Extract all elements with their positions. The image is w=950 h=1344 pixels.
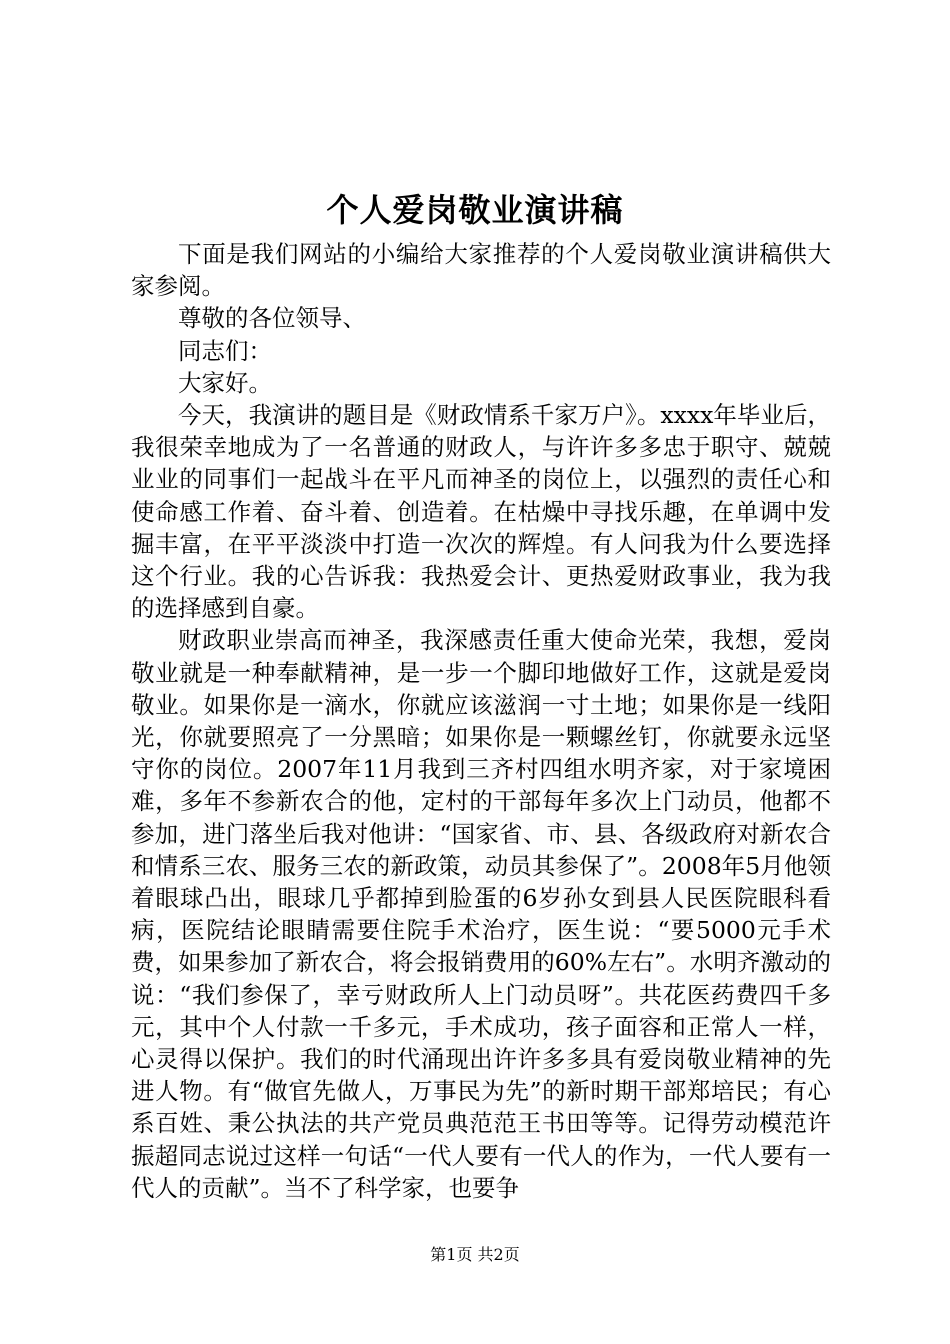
page-number-footer: 第1页 共2页 <box>430 1245 520 1264</box>
paragraph-greeting: 大家好。 <box>178 368 272 397</box>
paragraph-salutation-leaders: 尊敬的各位领导、 <box>178 304 366 333</box>
document-body <box>131 238 831 1204</box>
paragraph-salutation-comrades: 同志们： <box>178 336 272 365</box>
paragraph-topic: 今天，我演讲的题目是《财政情系千家万户》。xxxx年毕业后，我很荣幸地成为了一名普通的财政人，与许许多多忠于职守、兢兢业业的同事们一起战斗在平凡而神圣的岗位上，以强烈的责任心和使命感工作着、奋斗着、创造着。在枯燥中寻找乐趣，在单调中发掘丰富，在平平淡淡中打造一次次的辉煌。有人问我为什么要选择这个行业。我的心告诉我：我热爱会计、更热爱财政事业，我为我的选择感到自豪。 <box>131 401 831 623</box>
paragraph-intro: 下面是我们网站的小编给大家推荐的个人爱岗敬业演讲稿供大家参阅。 <box>131 240 831 301</box>
paragraph-main: 财政职业崇高而神圣，我深感责任重大使命光荣，我想，爱岗敬业就是一种奉献精神，是一步一个脚印地做好工作，这就是爱岗敬业。如果你是一滴水，你就应该滋润一寸土地；如果你是一线阳光，你就要照亮了一分黑暗；如果你是一颗螺丝钉，你就要永远坚守你的岗位。2007年11月我到三齐村四组水明齐家，对于家境困难，多年不参新农合的他，定村的干部每年多次上门动员，他都不参加，进门落坐后我对他讲：“国家省、市、县、各级政府对新农合和情系三农、服务三农的新政策，动员其参保了”。2008年5月他领着眼球凸出，眼球几乎都掉到脸蛋的6岁孙女到县人民医院眼科看病，医院结论眼睛需要住院手术治疗，医生说：“要5000元手术费，如果参加了新农合，将会报销费用的60%左右”。水明齐激动的说：“我们参保了，幸亏财政所人上门动员呀”。共花医药费四千多元，其中个人付款一千多元，手术成功，孩子面容和正常人一样，心灵得以保护。我们的时代涌现出许许多多具有爱岗敬业精神的先进人物。有“做官先做人，万事民为先”的新时期干部郑培民；有心系百姓、秉公执法的共产党员典范范王书田等等。记得劳动模范许振超同志说过这样一句话“一代人要有一代人的作为，一代人要有一代人的贡献”。当不了科学家，也要争 <box>131 626 831 1202</box>
document-title: 个人爱岗敬业演讲稿 <box>326 191 624 229</box>
